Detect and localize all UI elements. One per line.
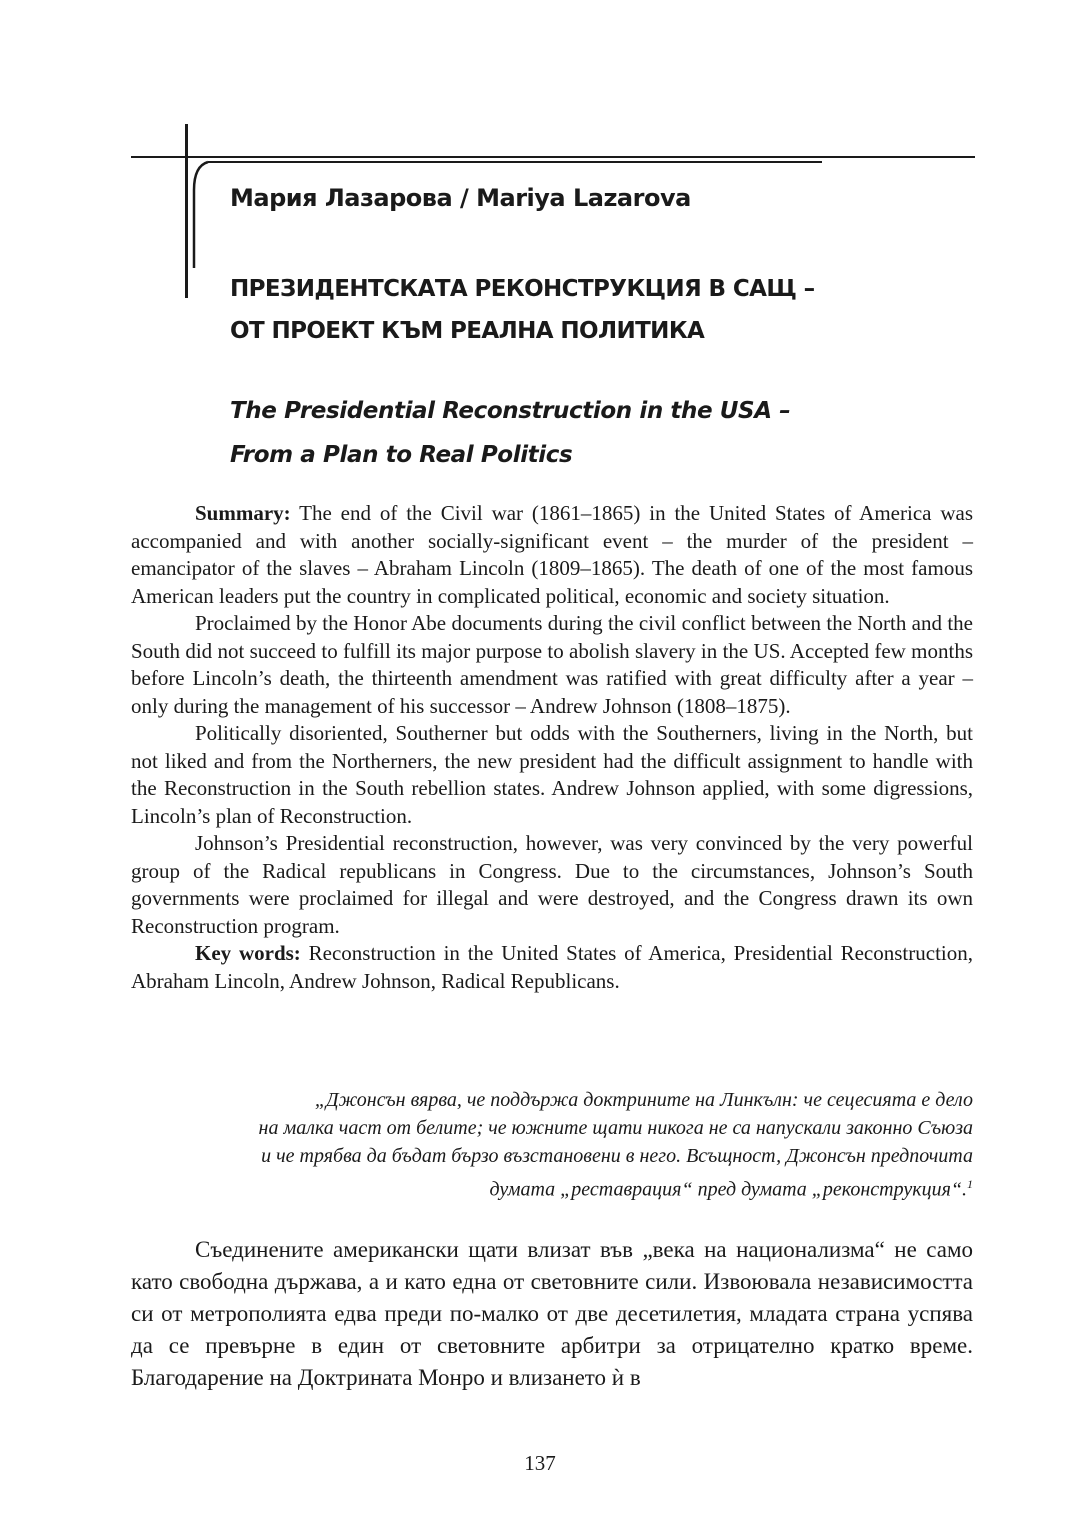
body-paragraph: Съединените американски щати влизат във „века на национализма“ не само като свободна държава, а и като една от световните сили. Извоювала независимостта си от метрополията едва преди по-малко от две десетилетия, младата страна успява да се превърне в един от световните арбитри за отрицателно кратко време. Благодарение на Доктрината Монро и влизането ѝ в — [131, 1237, 973, 1390]
header-rule-inner — [208, 161, 822, 163]
author: Мария Лазарова / Mariya Lazarova — [230, 184, 691, 212]
page-number: 137 — [524, 1451, 556, 1475]
header-rule-horizontal — [131, 156, 975, 158]
footnote-ref[interactable]: 1 — [967, 1177, 973, 1191]
epigraph-line: и че трябва да бъдат бързо възстановени в него. Всъщност, Джонсън предпочита — [261, 1145, 973, 1167]
summary-paragraph — [131, 500, 973, 610]
abstract-paragraph: Johnson’s Presidential reconstruction, however, was very convinced by the very powerful group of the Radical republicans in Congress. Due to the circumstances, Johnson’s South governments were proclaimed for illegal and were destroyed, and the Congress drawn its own Reconstruction program. — [131, 831, 973, 938]
abstract — [131, 500, 973, 995]
summary-label: Summary: — [195, 501, 291, 525]
title-en-line-1: The Presidential Reconstruction in the USA – — [230, 398, 791, 424]
header-corner-curve — [188, 160, 228, 270]
epigraph-line: на малка част от белите; че южните щати никога не са напускали законно Съюза — [258, 1117, 973, 1139]
abstract-paragraph: Politically disoriented, Southerner but odds with the Southerners, living in the North, but not liked and from the Northerners, the new president had the difficult assignment to handle with the Reconstruction in the South rebellion states. Andrew Johnson applied, with some digressions, Lincoln’s plan of Reconstruction. — [131, 721, 973, 828]
keywords-paragraph — [131, 940, 973, 995]
keywords-text: Reconstruction in the United States of America, Presidential Reconstruction, Abraham Lincoln, Andrew Johnson, Radical Republicans. — [131, 941, 973, 993]
summary-text: The end of the Civil war (1861–1865) in the United States of America was accompanied and with another socially-significant event – the murder of the president – emancipator of the slaves – Abraham Lincoln (1809–1865). The death of one of the most famous American leaders put the country in complicated political, economic and society situation. — [131, 501, 973, 608]
epigraph-line: „Джонсън вярва, че поддържа доктрините на Линкълн: че сецесията е дело — [314, 1089, 973, 1111]
epigraph-line: думата „реставрация“ пред думата „реконструкция“. — [489, 1178, 967, 1201]
epigraph-quote — [131, 1086, 973, 1204]
epigraph-line-last — [131, 1170, 973, 1204]
body-text — [131, 1234, 973, 1394]
title-en-line-2: From a Plan to Real Politics — [230, 442, 573, 468]
title-english — [230, 389, 790, 477]
title-bulgarian — [230, 268, 815, 352]
title-bg-line-1: ПРЕЗИДЕНТСКАТА РЕКОНСТРУКЦИЯ В САЩ – — [230, 276, 815, 302]
keywords-label: Key words: — [195, 941, 301, 965]
title-bg-line-2: ОТ ПРОЕКТ КЪМ РЕАЛНА ПОЛИТИКА — [230, 318, 705, 344]
abstract-paragraph: Proclaimed by the Honor Abe documents during the civil conflict between the North and the South did not succeed to fulfill its major purpose to abolish slavery in the US. Accepted few months before Lincoln’s death, the thirteenth amendment was ratified with great difficulty after a year – only during the management of his successor – Andrew Johnson (1808–1875). — [131, 611, 973, 718]
